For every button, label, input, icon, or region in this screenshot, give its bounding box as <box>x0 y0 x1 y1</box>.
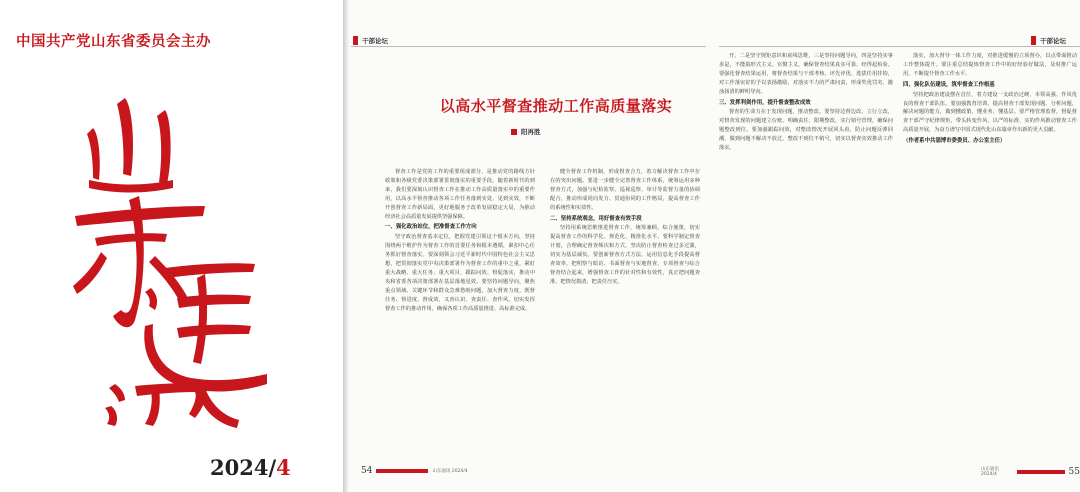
section-tag-text: 干部论坛 <box>1040 36 1066 45</box>
issue-number: 4 <box>276 455 291 480</box>
article-title: 以高水平督查推动工作高质量落实 <box>439 97 673 115</box>
author-name: 阳再胜 <box>521 128 541 136</box>
callig-stroke <box>197 388 239 428</box>
article-column-4 <box>903 52 1077 462</box>
callig-stroke <box>73 252 107 294</box>
folio-strip <box>1017 470 1064 474</box>
body-paragraph: 督查的生命力在于发现问题、推动整改。要坚持边督边改、立行立改，对督查发现的问题建立台账、明确责任、限期整改，实行销号管理，确保问题整改到位。要加强跟踪问效，对整改情况开展回头看，防止问题反弹回潮，做到问题不解决不放过、整改不到位不销号，切实以督查实效推动工作落实。 <box>719 109 893 152</box>
issue-label <box>210 455 291 480</box>
article-column-1 <box>385 168 535 460</box>
callig-stroke <box>157 110 171 184</box>
folio-strip <box>376 469 428 473</box>
page-folio-right <box>981 466 1080 477</box>
callig-stroke <box>87 128 100 180</box>
callig-stroke <box>145 288 157 310</box>
article-column-3 <box>719 52 893 462</box>
section-heading: 三、发挥利剑作用，提升督查整改成效 <box>719 99 811 106</box>
section-marker-icon <box>1031 36 1036 45</box>
issue-year: 2024/ <box>210 455 277 480</box>
folio-mini-text: 山东通讯 2024/4 <box>432 469 468 474</box>
folio-mini-text: 山东通讯 2024/4 <box>981 467 999 477</box>
calligraphy-title-image <box>55 88 285 428</box>
callig-stroke <box>165 263 255 278</box>
callig-stroke <box>135 383 207 418</box>
body-paragraph: 坚持用系统思维推进督查工作，统筹兼顾、综合施策，切实提高督查工作的科学化、规范化、精准化水平。要科学制定督查计划，合理确定督查频次和方式，坚决防止督查检查过多过滥，切实为基层减负。要创新督查方式方法，运用信息化手段提高督查效率，把明察与暗访、书面督查与实地督查、专项督查与综合督查结合起来，增强督查工作的针对性和有效性，真正把问题查准、把情况摸清、把责任压实。 <box>550 225 700 285</box>
section-tag-right <box>1031 34 1066 46</box>
body-paragraph: 督查工作是党的工作的重要组成部分，是推动党的路线方针政策和各级党委决策部署贯彻落实的重要手段。随着新时代的到来，我们要深刻认识督查工作在推动工作高质量落实中的重要作用，以高水平督查推动各项工作任务落到实处、见到实效，不断开创督查工作新局面，更好地服务于改革发展稳定大局，为推动经济社会高质量发展提供坚强保障。 <box>385 169 535 220</box>
callig-stroke <box>193 274 207 364</box>
article-column-2 <box>550 168 700 460</box>
body-paragraph: 开，二是坚守规矩意识和底线思维，三是坚持问题导向，四是坚持实事求是，不能搞形式主义、官僚主义，确保督查结果真实可靠、经得起检验。要强化督查结果运用，将督查结果与干部考核、评先评优、选拔任用挂钩，对工作落实好的予以表扬激励，对落实不力的严肃问责，形成奖优罚劣、激浊扬清的鲜明导向。 <box>719 53 893 95</box>
page-number-right: 55 <box>1068 466 1080 477</box>
callig-stroke <box>117 98 133 176</box>
section-heading: （作者系中共淄博市委委员、办公室主任） <box>903 138 1006 145</box>
callig-stroke <box>177 325 251 338</box>
author-byline <box>511 127 541 136</box>
body-paragraph: 坚持把政治建设摆在首位，着力建设一支政治过硬、本领高强、作风优良的督查干部队伍。要加强教育培训，提高督查干部发现问题、分析问题、解决问题的能力，做到懂政策、懂业务、懂基层。要严格管理监督，督促督查干部严守纪律规矩，带头转变作风，以严的标准、实的作风推动督查工作高质量开展，为奋力谱写中国式现代化山东篇章作出新的更大贡献。 <box>903 91 1077 134</box>
section-heading: 二、坚持系统观念，用好督查有效手段 <box>550 215 642 222</box>
section-tag-text: 干部论坛 <box>362 36 388 45</box>
body-paragraph: 坚守政治督查基本定位，把握党建引领这个根本方向，坚持围绕两个维护作为督查工作的首要任务和根本遵循，紧扣中心任务抓好督查落实。要深刻领会习近平新时代中国特色社会主义思想，把贯彻落实党中央决策部署作为督查工作的重中之重，紧盯重大战略、重大任务、重大项目，跟踪问效、督促落实，推动中央和省委各项决策部署在基层落地见效。要坚持问题导向，聚焦重点领域、关键环节和群众急难愁盼问题，加大督查力度，既督任务、督进度、督成效，又查认识、查责任、查作风，切实发挥督查工作的推动作用，确保各项工作高质量推进、高标准完成。 <box>385 234 535 312</box>
section-heading: 四、强化队伍建设，筑牢督查工作根基 <box>903 81 995 88</box>
byline-marker-icon <box>511 129 517 135</box>
callig-stroke <box>95 233 167 246</box>
page-gutter <box>343 0 351 492</box>
header-rule-left <box>351 46 706 47</box>
publisher-line: 中国共产党山东省委员会主办 <box>16 34 211 50</box>
section-heading: 一、强化政治站位，把准督查工作方向 <box>385 224 477 231</box>
header-rule-right <box>719 46 1080 47</box>
section-marker-icon <box>353 36 358 45</box>
body-paragraph: 健全督查工作机制，形成督查合力，着力解决督查工作中存在的突出问题。要进一步健全完善督查工作体系，统筹运用多种督查方式，加强与纪检监察、巡视巡察、审计等监督力量的协调配合，推动形成同向发力、贯通协同的工作格局，提高督查工作的系统性和实效性。 <box>550 169 700 211</box>
body-paragraph: 落实，加大督导一体工作力度，对推进缓慢的立项督办，以点带面推动工作整体提升。要注重总结提炼督查工作中的好经验好做法，及时推广运用，不断提升督查工作水平。 <box>903 53 1077 77</box>
callig-stroke <box>109 384 125 402</box>
callig-stroke <box>177 295 251 308</box>
page-number-left: 54 <box>361 466 373 476</box>
callig-stroke <box>105 406 117 426</box>
page-folio-left <box>361 466 468 476</box>
article-spread <box>351 0 1080 492</box>
magazine-cover <box>0 0 343 492</box>
section-tag-left <box>353 34 388 46</box>
